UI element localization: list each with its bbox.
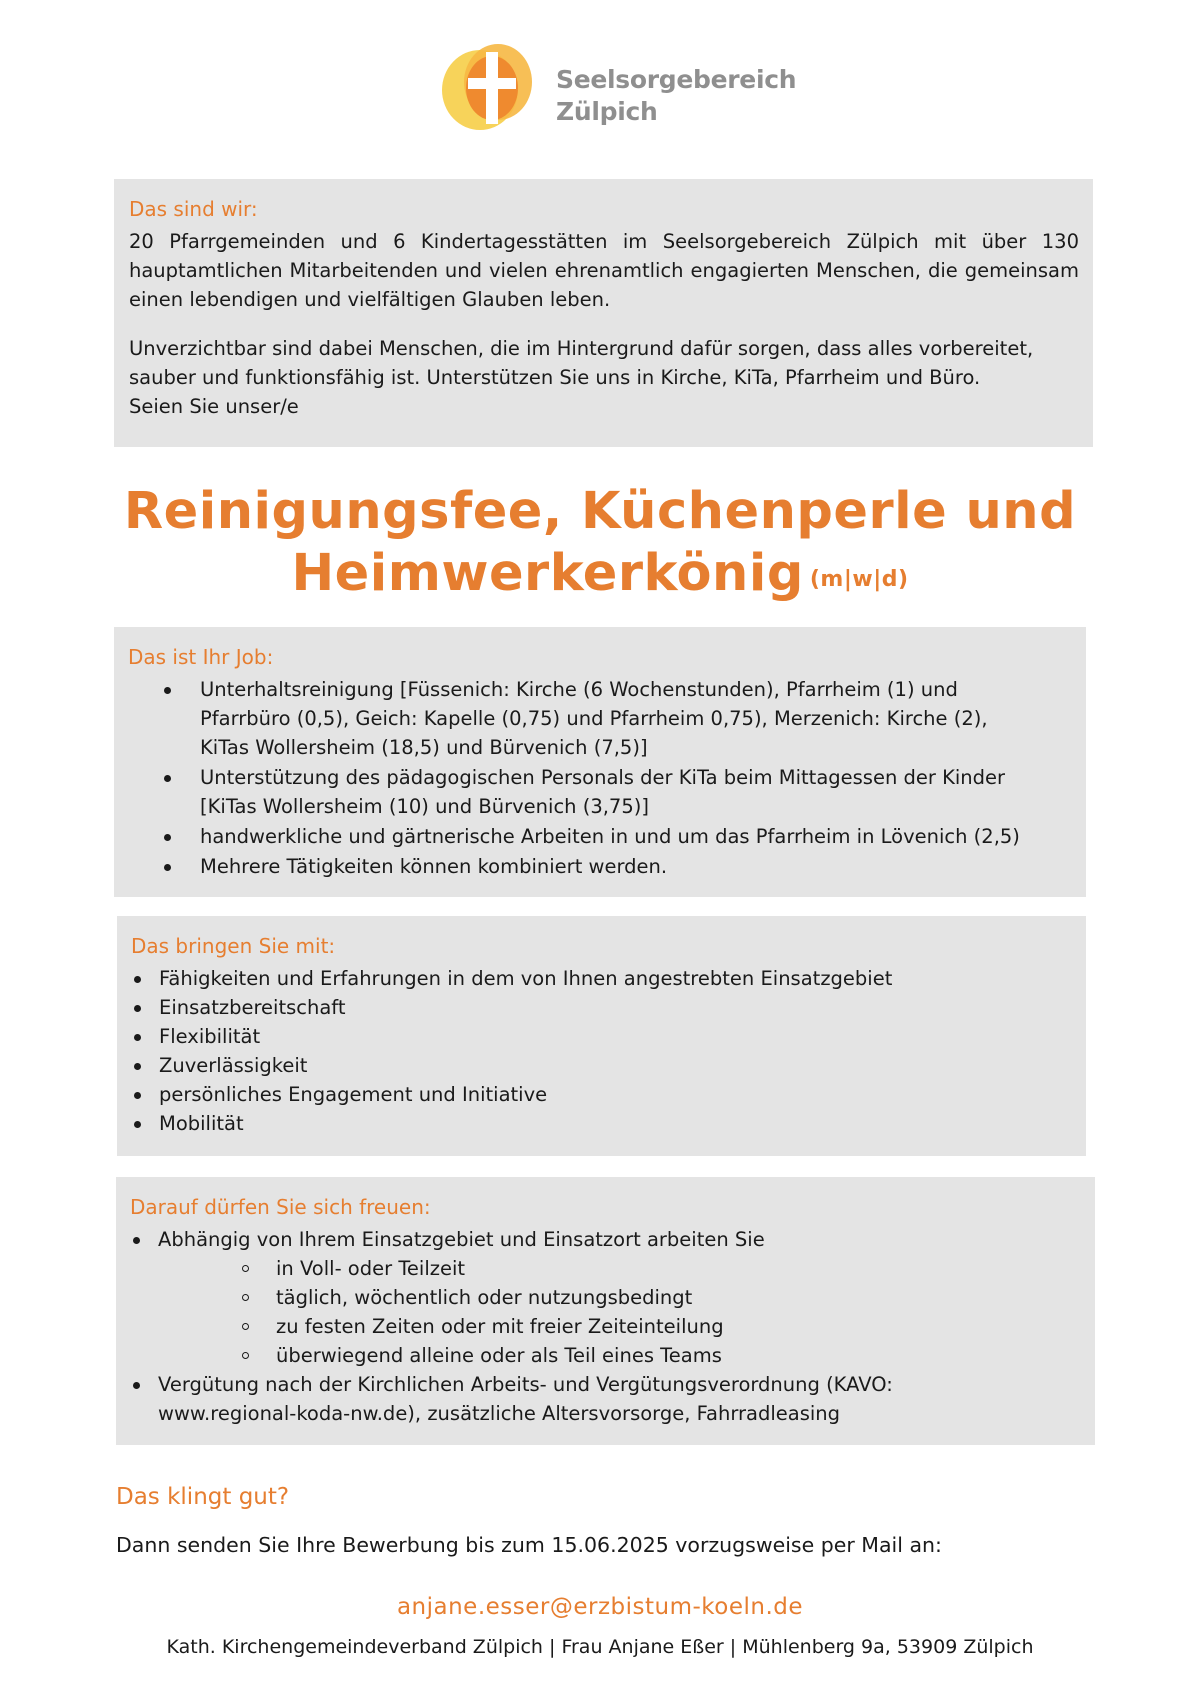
job-item-2-line-1: Unterstützung des pädagogischen Personals der KiTa beim Mittagessen der Kinder (200, 766, 1006, 789)
contact-email-link[interactable]: anjane.esser@erzbistum-koeln.de (396, 1594, 804, 1620)
benefit-subitem: täglich, wöchentlich oder nutzungsbedingt (276, 1286, 693, 1309)
bullet-icon (133, 1382, 140, 1389)
circle-bullet-icon (242, 1265, 249, 1272)
job-item-1-line-2: Pfarrbüro (0,5), Geich: Kapelle (0,75) und Pfarrheim 0,75), Merzenich: Kirche (2), (200, 707, 988, 730)
intro-paragraph-2-line-3: Seien Sie unser/e (129, 395, 299, 418)
bullet-icon (164, 864, 171, 871)
list-item (130, 1225, 1085, 1370)
skills-list (131, 964, 1076, 1138)
circle-bullet-icon (242, 1294, 249, 1301)
intro-paragraph-2-line-1: Unverzichtbar sind dabei Menschen, die im Hintergrund dafür sorgen, dass alles vorbereitet, (129, 337, 1034, 360)
benefits-heading: Darauf dürfen Sie sich freuen: (130, 1195, 431, 1219)
skills-section (117, 916, 1086, 1156)
skill-item: Einsatzbereitschaft (159, 996, 346, 1019)
benefit-subitem: in Voll- oder Teilzeit (276, 1257, 466, 1280)
bullet-icon (133, 1237, 140, 1244)
benefits-list (130, 1225, 1085, 1428)
job-title-line-2 (0, 543, 1200, 611)
intro-paragraph-2-line-2: sauber und funktionsfähig ist. Unterstützen Sie uns in Kirche, KiTa, Pfarrheim und Büro. (129, 366, 981, 389)
list-item (128, 763, 1076, 821)
circle-bullet-icon (242, 1352, 249, 1359)
contact-heading: Das klingt gut? (116, 1484, 290, 1510)
gender-suffix: (m|w|d) (809, 567, 909, 592)
logo-wordmark (556, 64, 796, 128)
skills-heading: Das bringen Sie mit: (131, 934, 336, 958)
bullet-icon (164, 834, 171, 841)
application-deadline: 15.06.2025 (551, 1533, 669, 1557)
list-item (131, 1022, 1076, 1051)
job-item-4: Mehrere Tätigkeiten können kombiniert werden. (200, 855, 668, 878)
job-title-main: Heimwerkerkönig (291, 544, 804, 603)
job-item-1-line-1: Unterhaltsreinigung [Füssenich: Kirche (6 Wochenstunden), Pfarrheim (1) und (200, 678, 958, 701)
bullet-icon (134, 1092, 141, 1099)
instructions-text-before: Dann senden Sie Ihre Bewerbung bis zum (116, 1533, 552, 1557)
list-item (131, 993, 1076, 1022)
list-item (128, 675, 1076, 762)
job-section (114, 627, 1086, 897)
intro-paragraph-1: 20 Pfarrgemeinden und 6 Kindertagesstätten im Seelsorgebereich Zülpich mit über 130 hauptamtlichen Mitarbeitenden und vielen ehrenamtlich engagierten Menschen, die gemeinsam einen lebendigen und vielfältigen Glauben leben. (129, 230, 1079, 311)
skill-item: Zuverlässigkeit (159, 1054, 308, 1077)
intro-section (114, 179, 1093, 447)
job-title-line-1: Reinigungsfee, Küchenperle und (123, 482, 1077, 541)
bullet-icon (164, 775, 171, 782)
logo-mark (440, 38, 550, 134)
list-item (131, 1051, 1076, 1080)
job-item-1-line-3: KiTas Wollersheim (18,5) und Bürvenich (7,5)] (200, 736, 648, 759)
benefit-item-2-line-1: Vergütung nach der Kirchlichen Arbeits- und Vergütungsverordnung (KAVO: (158, 1373, 893, 1396)
bullet-icon (134, 1063, 141, 1070)
skill-item: Mobilität (159, 1112, 244, 1135)
sub-list-item (158, 1283, 1085, 1312)
application-instructions (116, 1530, 942, 1560)
sub-list-item (158, 1254, 1085, 1283)
bullet-icon (134, 976, 141, 983)
job-item-3: handwerkliche und gärtnerische Arbeiten in und um das Pfarrheim in Lövenich (2,5) (200, 825, 1020, 848)
benefits-section (116, 1177, 1095, 1445)
bullet-icon (134, 1034, 141, 1041)
job-heading: Das ist Ihr Job: (128, 645, 274, 669)
intro-heading: Das sind wir: (129, 197, 258, 221)
job-list (128, 675, 1076, 881)
sub-list-item (158, 1341, 1085, 1370)
list-item (131, 964, 1076, 993)
list-item (131, 1080, 1076, 1109)
list-item (131, 1109, 1076, 1138)
intro-paragraph-2 (129, 334, 1079, 421)
bullet-icon (164, 687, 171, 694)
logo-line-2: Zülpich (556, 97, 658, 126)
skill-item: persönliches Engagement und Initiative (159, 1083, 548, 1106)
benefit-subitem: überwiegend alleine oder als Teil eines Teams (276, 1344, 722, 1367)
sub-list-item (158, 1312, 1085, 1341)
list-item (128, 852, 1076, 881)
benefit-subitem: zu festen Zeiten oder mit freier Zeiteinteilung (276, 1315, 724, 1338)
skill-item: Fähigkeiten und Erfahrungen in dem von Ihnen angestrebten Einsatzgebiet (159, 967, 893, 990)
bullet-icon (134, 1005, 141, 1012)
instructions-text-after: vorzugsweise per Mail an: (668, 1533, 942, 1557)
footer-address: Kath. Kirchengemeindeverband Zülpich | Frau Anjane Eßer | Mühlenberg 9a, 53909 Zülpich (166, 1636, 1034, 1658)
cross-logo-icon (440, 38, 550, 134)
bullet-icon (134, 1121, 141, 1128)
list-item (130, 1370, 1085, 1428)
benefits-sublist (158, 1254, 1085, 1370)
list-item (128, 822, 1076, 851)
job-item-2-line-2: [KiTas Wollersheim (10) und Bürvenich (3,75)] (200, 795, 649, 818)
circle-bullet-icon (242, 1323, 249, 1330)
benefit-item-1: Abhängig von Ihrem Einsatzgebiet und Einsatzort arbeiten Sie (158, 1228, 765, 1251)
benefit-item-2-line-2: www.regional-koda-nw.de), zusätzliche Altersvorsorge, Fahrradleasing (158, 1402, 841, 1425)
skill-item: Flexibilität (159, 1025, 261, 1048)
logo-line-1: Seelsorgebereich (556, 65, 797, 94)
